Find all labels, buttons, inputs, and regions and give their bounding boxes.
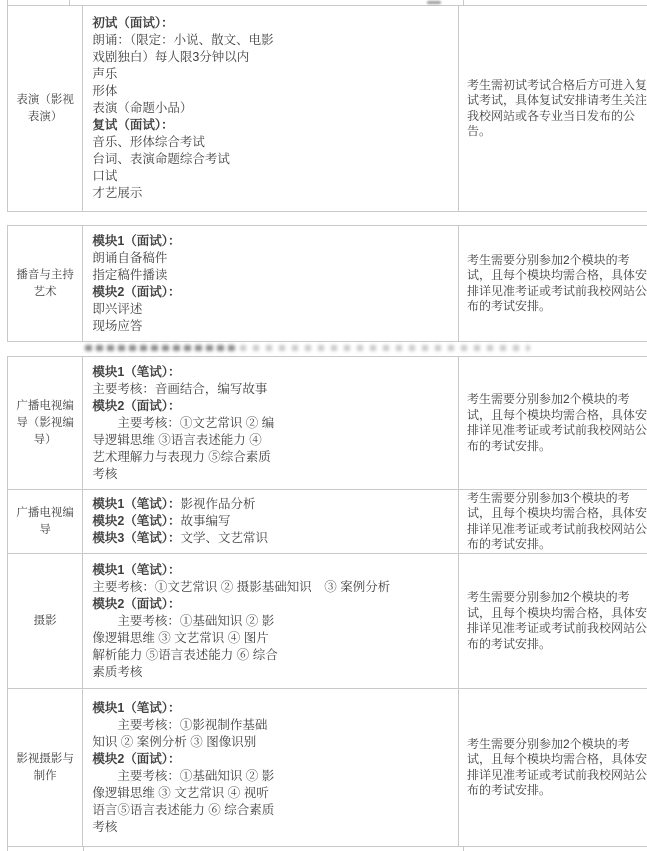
content-line: 模块3（笔试）：文学、文艺常识 xyxy=(92,531,269,545)
content-line: 像逻辑思维 ③ 文艺常识 ④ 视听 xyxy=(92,785,269,800)
major-cell xyxy=(8,226,83,341)
content-line: 表演（命题小品） xyxy=(92,101,193,115)
table-row xyxy=(7,554,647,689)
content-line: 导逻辑思维 ③语言表述能力 ④ xyxy=(92,432,262,447)
content-line: 主要考核：①文艺常识 ② 编 xyxy=(92,415,275,430)
major-cell xyxy=(8,6,83,211)
table-border-left xyxy=(7,847,8,851)
note-line: 布的考试安排。 xyxy=(466,783,551,797)
table-segment-3 xyxy=(7,356,647,847)
major-cell xyxy=(8,357,83,489)
table-border-col2 xyxy=(463,0,464,5)
content-cell xyxy=(83,226,459,341)
content-cell xyxy=(83,689,459,846)
content-line: 主要考核：①文艺常识 ② 摄影基础知识 ③ 案例分析 xyxy=(92,579,391,594)
note-line: 考生需要分别参加2个模块的考 xyxy=(466,736,630,751)
note-line: 布的考试安排。 xyxy=(466,438,551,453)
content-line: 口试 xyxy=(92,169,118,183)
note-cell xyxy=(459,6,647,211)
table-row xyxy=(7,357,647,490)
table-row xyxy=(7,490,647,554)
content-line: 考核 xyxy=(92,466,118,481)
major-line: 广播电视编 xyxy=(16,506,74,519)
table-segment-1 xyxy=(7,5,647,212)
content-line: 朗诵：（限定：小说、散文、电影 xyxy=(92,33,274,47)
note-cell xyxy=(459,490,647,553)
major-line: 播音与主持 xyxy=(16,268,74,281)
content-line: 台词、表演命题综合考试 xyxy=(92,152,230,166)
major-cell xyxy=(8,554,83,688)
content-line: 主要考核：①基础知识 ② 影 xyxy=(92,768,275,783)
note-line: 考生需初试考试合格后方可进入复 xyxy=(466,77,647,92)
content-line: 知识 ② 案例分析 ③ 图像识别 xyxy=(92,734,257,749)
content-line: 主要考核：①基础知识 ② 影 xyxy=(92,613,275,628)
major-cell xyxy=(8,689,83,846)
content-line: 才艺展示 xyxy=(92,186,143,200)
content-line: 即兴评述 xyxy=(92,301,143,316)
content-line: 主要考核：①影视制作基础 xyxy=(92,717,268,732)
note-line: 排详见准考证或考试前我校网站公 xyxy=(466,423,647,437)
clipped-bottom-row xyxy=(7,847,647,851)
content-line: 主要考核：音画结合，编写故事 xyxy=(92,381,268,396)
clipped-text-remnant xyxy=(427,1,441,4)
content-line: 模块1（笔试）： xyxy=(92,364,181,379)
content-cell xyxy=(83,357,459,489)
note-line: 布的考试安排。 xyxy=(466,636,551,651)
major-line: 表演） xyxy=(27,110,63,123)
note-line: 试，且每个模块均需合格，具体安 xyxy=(466,268,647,282)
table-border-col2 xyxy=(463,847,464,851)
table-border-col1 xyxy=(69,0,70,5)
content-line: 模块2（面试）： xyxy=(92,284,181,299)
major-line: 摄影 xyxy=(33,614,57,627)
note-line: 布的考试安排。 xyxy=(466,537,551,551)
table-border-col1 xyxy=(83,847,84,851)
table-row xyxy=(7,6,647,212)
content-line: 素质考核 xyxy=(92,664,143,679)
note-line: 排详见准考证或考试前我校网站公 xyxy=(466,621,647,635)
note-line: 排详见准考证或考试前我校网站公 xyxy=(466,283,647,298)
content-line: 模块2（面试）： xyxy=(92,398,181,413)
note-line: 试，且每个模块均需合格，具体安 xyxy=(466,752,647,766)
content-cell xyxy=(83,490,459,553)
note-line: 试考试，具体复试安排请考生关注 xyxy=(466,93,647,107)
table-border-left xyxy=(7,0,8,5)
content-line: 艺术理解力与表现力 ⑤综合素质 xyxy=(92,449,271,464)
table-row xyxy=(7,689,647,847)
content-cell xyxy=(83,6,459,211)
clipped-row-blur xyxy=(85,345,235,351)
table-segment-2 xyxy=(7,225,647,342)
content-cell xyxy=(83,554,459,688)
clipped-top-row xyxy=(7,0,647,5)
note-line: 试，且每个模块均需合格，具体安 xyxy=(466,506,647,520)
major-line: 艺术 xyxy=(33,285,57,298)
content-line: 模块1（笔试）：影视作品分析 xyxy=(92,497,256,511)
content-line: 像逻辑思维 ③ 文艺常识 ④ 图片 xyxy=(92,630,269,645)
content-line: 朗诵自备稿件 xyxy=(92,250,168,265)
content-line: 戏剧独白）每人限3分钟以内 xyxy=(92,50,250,64)
content-line: 模块1（笔试）： xyxy=(92,700,181,715)
note-cell xyxy=(459,357,647,489)
note-line: 考生需要分别参加2个模块的考 xyxy=(466,392,630,406)
major-cell xyxy=(8,490,83,553)
content-line: 初试（面试）： xyxy=(92,16,174,30)
major-line: 影视摄影与 xyxy=(16,752,74,765)
note-line: 告。 xyxy=(466,124,491,138)
note-line: 考生需要分别参加2个模块的考 xyxy=(466,252,630,267)
major-line: 制作 xyxy=(33,769,57,782)
note-cell xyxy=(459,689,647,846)
segment-gap xyxy=(0,212,647,225)
note-line: 试，且每个模块均需合格，具体安 xyxy=(466,407,647,422)
content-line: 模块2（面试）： xyxy=(92,596,181,611)
content-line: 复试（面试）： xyxy=(92,118,174,132)
content-line: 模块2（笔试）：故事编写 xyxy=(92,514,231,528)
clipped-row-blur-faint xyxy=(240,345,530,351)
note-line: 布的考试安排。 xyxy=(466,299,551,313)
note-line: 我校网站或各专业当日发布的公 xyxy=(466,108,635,123)
content-line: 语言⑤语言表述能力 ⑥ 综合素质 xyxy=(92,802,275,817)
content-line: 声乐 xyxy=(92,67,118,81)
content-line: 模块1（面试）： xyxy=(92,233,181,248)
major-line: 广播电视编 xyxy=(16,399,74,412)
note-cell xyxy=(459,226,647,341)
content-line: 考核 xyxy=(92,819,118,834)
major-line: 导） xyxy=(33,433,57,446)
major-line: 表演（影视 xyxy=(16,93,74,106)
content-line: 音乐、形体综合考试 xyxy=(92,135,205,149)
content-line: 现场应答 xyxy=(92,318,143,333)
table-row xyxy=(7,226,647,342)
note-line: 排详见准考证或考试前我校网站公 xyxy=(466,767,647,782)
note-line: 考生需要分别参加2个模块的考 xyxy=(466,590,630,604)
content-line: 指定稿件播读 xyxy=(92,267,168,282)
major-line: 导 xyxy=(39,523,51,536)
content-line: 形体 xyxy=(92,84,118,98)
content-line: 模块1（笔试）： xyxy=(92,562,181,577)
note-line: 排详见准考证或考试前我校网站公 xyxy=(466,521,647,536)
note-line: 考生需要分别参加3个模块的考 xyxy=(466,490,630,505)
content-line: 模块2（面试）： xyxy=(92,751,181,766)
note-cell xyxy=(459,554,647,688)
content-line: 解析能力 ⑤语言表述能力 ⑥ 综合 xyxy=(92,647,278,662)
note-line: 试，且每个模块均需合格，具体安 xyxy=(466,605,647,620)
major-line: 导（影视编 xyxy=(16,416,74,429)
segment-gap-with-remnant xyxy=(0,342,647,356)
